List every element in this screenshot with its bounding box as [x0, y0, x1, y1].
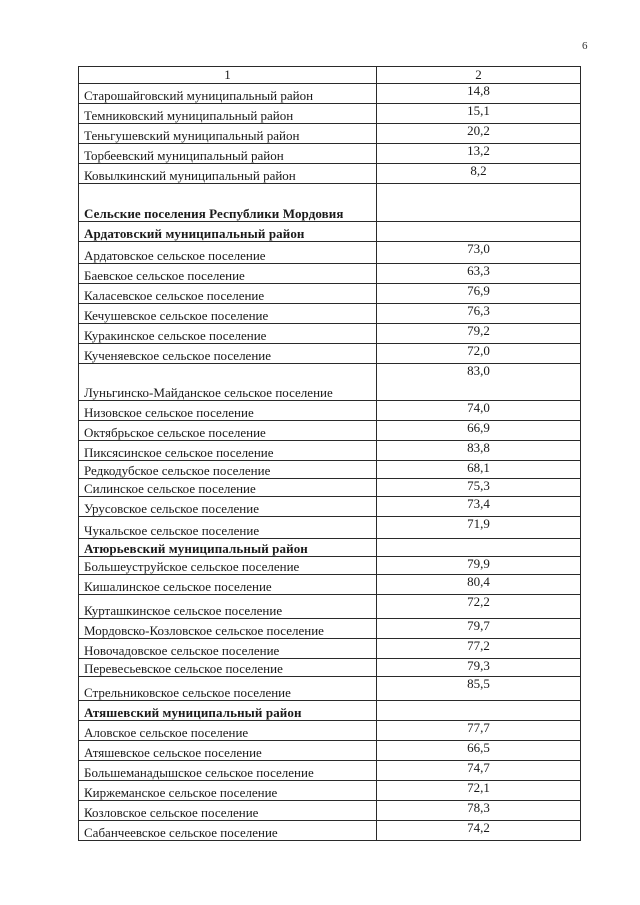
cell-value: 77,2: [377, 639, 581, 659]
cell-value: 72,1: [377, 781, 581, 801]
cell-name: Киржеманское сельское поселение: [79, 781, 377, 801]
cell-name: Кученяевское сельское поселение: [79, 344, 377, 364]
section-row: [79, 701, 581, 721]
table-row: [79, 761, 581, 781]
table-row: [79, 104, 581, 124]
table-row: [79, 517, 581, 539]
cell-value: 76,9: [377, 284, 581, 304]
cell-name: Куракинское сельское поселение: [79, 324, 377, 344]
table-row: [79, 497, 581, 517]
table-row: [79, 421, 581, 441]
section-row: [79, 222, 581, 242]
cell-value: 73,0: [377, 242, 581, 264]
cell-value: 83,8: [377, 441, 581, 461]
cell-value: 77,7: [377, 721, 581, 741]
cell-name: Перевесьевское сельское поселение: [79, 659, 377, 677]
cell-name: Курташкинское сельское поселение: [79, 595, 377, 619]
table-row: [79, 801, 581, 821]
cell-value: 68,1: [377, 461, 581, 479]
cell-value: 74,7: [377, 761, 581, 781]
cell-value: [377, 701, 581, 721]
cell-name: Редкодубское сельское поселение: [79, 461, 377, 479]
table-row: [79, 479, 581, 497]
cell-name: Старошайговский муниципальный район: [79, 84, 377, 104]
cell-value: [377, 184, 581, 222]
table-row: [79, 659, 581, 677]
cell-value: 20,2: [377, 124, 581, 144]
table-body: [79, 67, 581, 841]
header-cell-1: 1: [79, 67, 377, 84]
section-row: [79, 539, 581, 557]
cell-value: 66,5: [377, 741, 581, 761]
cell-name: Силинское сельское поселение: [79, 479, 377, 497]
table-row: [79, 164, 581, 184]
cell-name: Октябрьское сельское поселение: [79, 421, 377, 441]
cell-value: 73,4: [377, 497, 581, 517]
cell-name: Низовское сельское поселение: [79, 401, 377, 421]
cell-name: Сабанчеевское сельское поселение: [79, 821, 377, 841]
table-row: [79, 124, 581, 144]
table-row: [79, 304, 581, 324]
cell-name: Каласевское сельское поселение: [79, 284, 377, 304]
cell-name: Баевское сельское поселение: [79, 264, 377, 284]
cell-name: Торбеевский муниципальный район: [79, 144, 377, 164]
cell-name: Ковылкинский муниципальный район: [79, 164, 377, 184]
cell-name: Пиксясинское сельское поселение: [79, 441, 377, 461]
cell-value: 79,3: [377, 659, 581, 677]
cell-value: 13,2: [377, 144, 581, 164]
cell-value: 79,9: [377, 557, 581, 575]
table-row: [79, 619, 581, 639]
table-row: [79, 721, 581, 741]
table-row: [79, 324, 581, 344]
cell-value: 66,9: [377, 421, 581, 441]
table-row: [79, 84, 581, 104]
cell-name: Теньгушевский муниципальный район: [79, 124, 377, 144]
table-row: [79, 364, 581, 401]
cell-name: Стрельниковское сельское поселение: [79, 677, 377, 701]
cell-value: 85,5: [377, 677, 581, 701]
table-header-row: [79, 67, 581, 84]
table-row: [79, 557, 581, 575]
cell-value: 75,3: [377, 479, 581, 497]
cell-name: Атюрьевский муниципальный район: [79, 539, 377, 557]
table-row: [79, 461, 581, 479]
data-table: [78, 66, 581, 841]
table-row: [79, 441, 581, 461]
cell-name: Ардатовский муниципальный район: [79, 222, 377, 242]
cell-value: [377, 222, 581, 242]
cell-value: 74,0: [377, 401, 581, 421]
cell-name: Чукальское сельское поселение: [79, 517, 377, 539]
cell-value: 74,2: [377, 821, 581, 841]
cell-value: 79,2: [377, 324, 581, 344]
table-row: [79, 264, 581, 284]
table-row: [79, 144, 581, 164]
table-row: [79, 677, 581, 701]
cell-name: Луньгинско-Майданское сельское поселение: [79, 364, 377, 401]
cell-value: 72,0: [377, 344, 581, 364]
table-row: [79, 595, 581, 619]
page-number: 6: [582, 40, 588, 52]
cell-name: Козловское сельское поселение: [79, 801, 377, 821]
table-row: [79, 575, 581, 595]
cell-name: Урусовское сельское поселение: [79, 497, 377, 517]
cell-value: 72,2: [377, 595, 581, 619]
cell-name: Большеуструйское сельское поселение: [79, 557, 377, 575]
cell-value: 63,3: [377, 264, 581, 284]
header-cell-2: 2: [377, 67, 581, 84]
cell-name: Атяшевское сельское поселение: [79, 741, 377, 761]
cell-value: 78,3: [377, 801, 581, 821]
section-row: [79, 184, 581, 222]
cell-value: 15,1: [377, 104, 581, 124]
table-row: [79, 781, 581, 801]
table-row: [79, 401, 581, 421]
cell-value: 83,0: [377, 364, 581, 401]
cell-name: Темниковский муниципальный район: [79, 104, 377, 124]
cell-value: 79,7: [377, 619, 581, 639]
cell-name: Сельские поселения Республики Мордовия: [79, 184, 377, 222]
cell-value: [377, 539, 581, 557]
cell-name: Атяшевский муниципальный район: [79, 701, 377, 721]
cell-value: 8,2: [377, 164, 581, 184]
cell-value: 14,8: [377, 84, 581, 104]
table-row: [79, 741, 581, 761]
table-row: [79, 242, 581, 264]
table-row: [79, 284, 581, 304]
cell-value: 76,3: [377, 304, 581, 324]
table-row: [79, 821, 581, 841]
cell-name: Новочадовское сельское поселение: [79, 639, 377, 659]
cell-name: Ардатовское сельское поселение: [79, 242, 377, 264]
cell-value: 71,9: [377, 517, 581, 539]
cell-name: Большеманадышское сельское поселение: [79, 761, 377, 781]
cell-name: Кишалинское сельское поселение: [79, 575, 377, 595]
table-row: [79, 639, 581, 659]
cell-name: Мордовско-Козловское сельское поселение: [79, 619, 377, 639]
cell-name: Аловское сельское поселение: [79, 721, 377, 741]
table-row: [79, 344, 581, 364]
cell-value: 80,4: [377, 575, 581, 595]
cell-name: Кечушевское сельское поселение: [79, 304, 377, 324]
